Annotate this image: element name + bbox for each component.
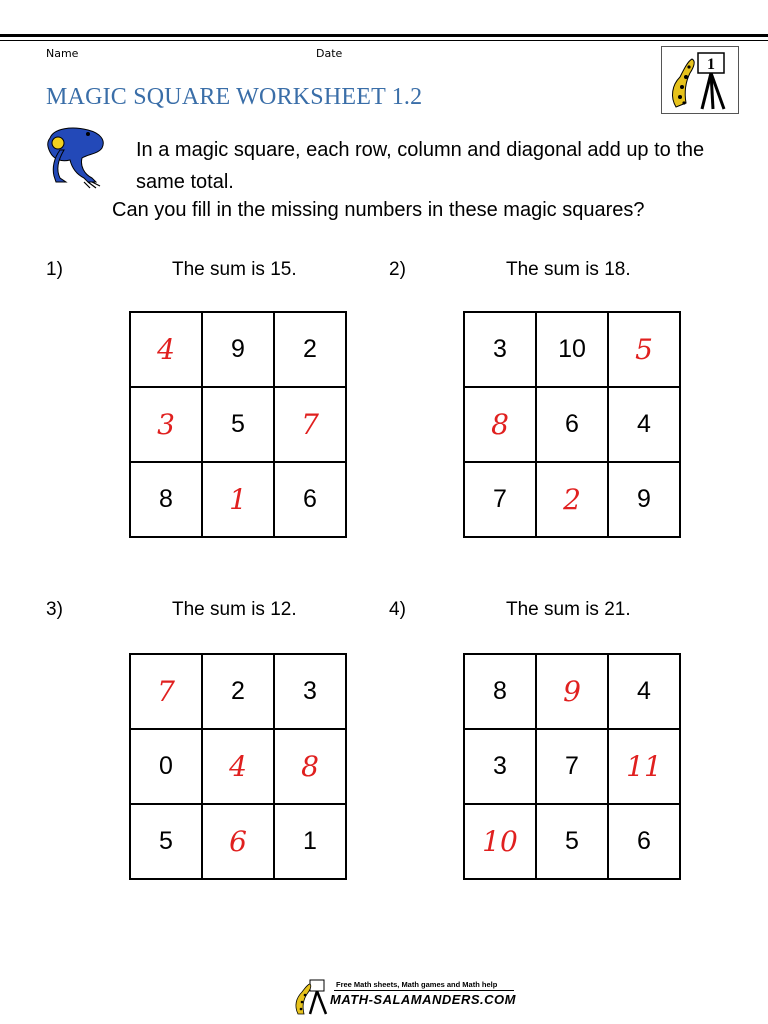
answer-cell[interactable]: 3 <box>130 387 202 462</box>
grid-row <box>130 729 346 804</box>
grid-row <box>464 804 680 879</box>
footer-divider <box>334 990 514 991</box>
worksheet-title: MAGIC SQUARE WORKSHEET 1.2 <box>46 84 423 110</box>
grid-row <box>130 312 346 387</box>
given-cell: 6 <box>274 462 346 537</box>
badge-number: 1 <box>707 56 715 73</box>
puzzle-3-number: 3) <box>46 599 63 620</box>
answer-cell[interactable]: 4 <box>130 312 202 387</box>
blue-frog-icon <box>44 120 110 190</box>
given-cell: 4 <box>608 387 680 462</box>
puzzle-1-sum: The sum is 15. <box>172 259 297 280</box>
magic-square-4 <box>463 653 681 880</box>
magic-square-2 <box>463 311 681 538</box>
grid-row <box>464 462 680 537</box>
answer-cell[interactable]: 11 <box>608 729 680 804</box>
answer-cell[interactable]: 8 <box>274 729 346 804</box>
given-cell: 3 <box>464 729 536 804</box>
given-cell: 9 <box>608 462 680 537</box>
given-cell: 0 <box>130 729 202 804</box>
intro-text: In a magic square, each row, column and diagonal add up to the same total. <box>136 139 705 193</box>
answer-cell[interactable]: 2 <box>536 462 608 537</box>
given-cell: 3 <box>464 312 536 387</box>
grid-row <box>130 804 346 879</box>
given-cell: 10 <box>536 312 608 387</box>
grid-row <box>464 654 680 729</box>
puzzle-4-sum: The sum is 21. <box>506 599 631 620</box>
top-rule-thin <box>0 40 768 41</box>
date-label: Date <box>316 47 343 60</box>
given-cell: 9 <box>202 312 274 387</box>
given-cell: 7 <box>536 729 608 804</box>
puzzle-4-number: 4) <box>389 599 406 620</box>
answer-cell[interactable]: 7 <box>274 387 346 462</box>
footer-site-name: MATH-SALAMANDERS.COM <box>330 992 516 1007</box>
puzzle-3-sum: The sum is 12. <box>172 599 297 620</box>
given-cell: 5 <box>536 804 608 879</box>
given-cell: 8 <box>130 462 202 537</box>
given-cell: 5 <box>130 804 202 879</box>
answer-cell[interactable]: 5 <box>608 312 680 387</box>
puzzle-2-sum: The sum is 18. <box>506 259 631 280</box>
grid-row <box>130 462 346 537</box>
puzzle-1-number: 1) <box>46 259 63 280</box>
given-cell: 3 <box>274 654 346 729</box>
name-label: Name <box>46 47 79 60</box>
answer-cell[interactable]: 8 <box>464 387 536 462</box>
level-badge <box>661 46 739 114</box>
footer-logo-icon <box>292 978 332 1016</box>
magic-square-1 <box>129 311 347 538</box>
answer-cell[interactable]: 10 <box>464 804 536 879</box>
given-cell: 2 <box>274 312 346 387</box>
answer-cell[interactable]: 4 <box>202 729 274 804</box>
answer-cell[interactable]: 1 <box>202 462 274 537</box>
given-cell: 2 <box>202 654 274 729</box>
grid-row <box>464 387 680 462</box>
grid-row <box>464 312 680 387</box>
given-cell: 4 <box>608 654 680 729</box>
salamander-easel-icon <box>662 47 738 113</box>
given-cell: 7 <box>464 462 536 537</box>
answer-cell[interactable]: 9 <box>536 654 608 729</box>
given-cell: 1 <box>274 804 346 879</box>
grid-row <box>130 654 346 729</box>
given-cell: 6 <box>536 387 608 462</box>
given-cell: 8 <box>464 654 536 729</box>
grid-row <box>130 387 346 462</box>
answer-cell[interactable]: 7 <box>130 654 202 729</box>
magic-square-3 <box>129 653 347 880</box>
footer-tagline: Free Math sheets, Math games and Math help <box>336 980 498 989</box>
given-cell: 5 <box>202 387 274 462</box>
answer-cell[interactable]: 6 <box>202 804 274 879</box>
given-cell: 6 <box>608 804 680 879</box>
grid-row <box>464 729 680 804</box>
question-text: Can you fill in the missing numbers in these magic squares? <box>112 199 645 221</box>
top-rule <box>0 34 768 37</box>
puzzle-2-number: 2) <box>389 259 406 280</box>
